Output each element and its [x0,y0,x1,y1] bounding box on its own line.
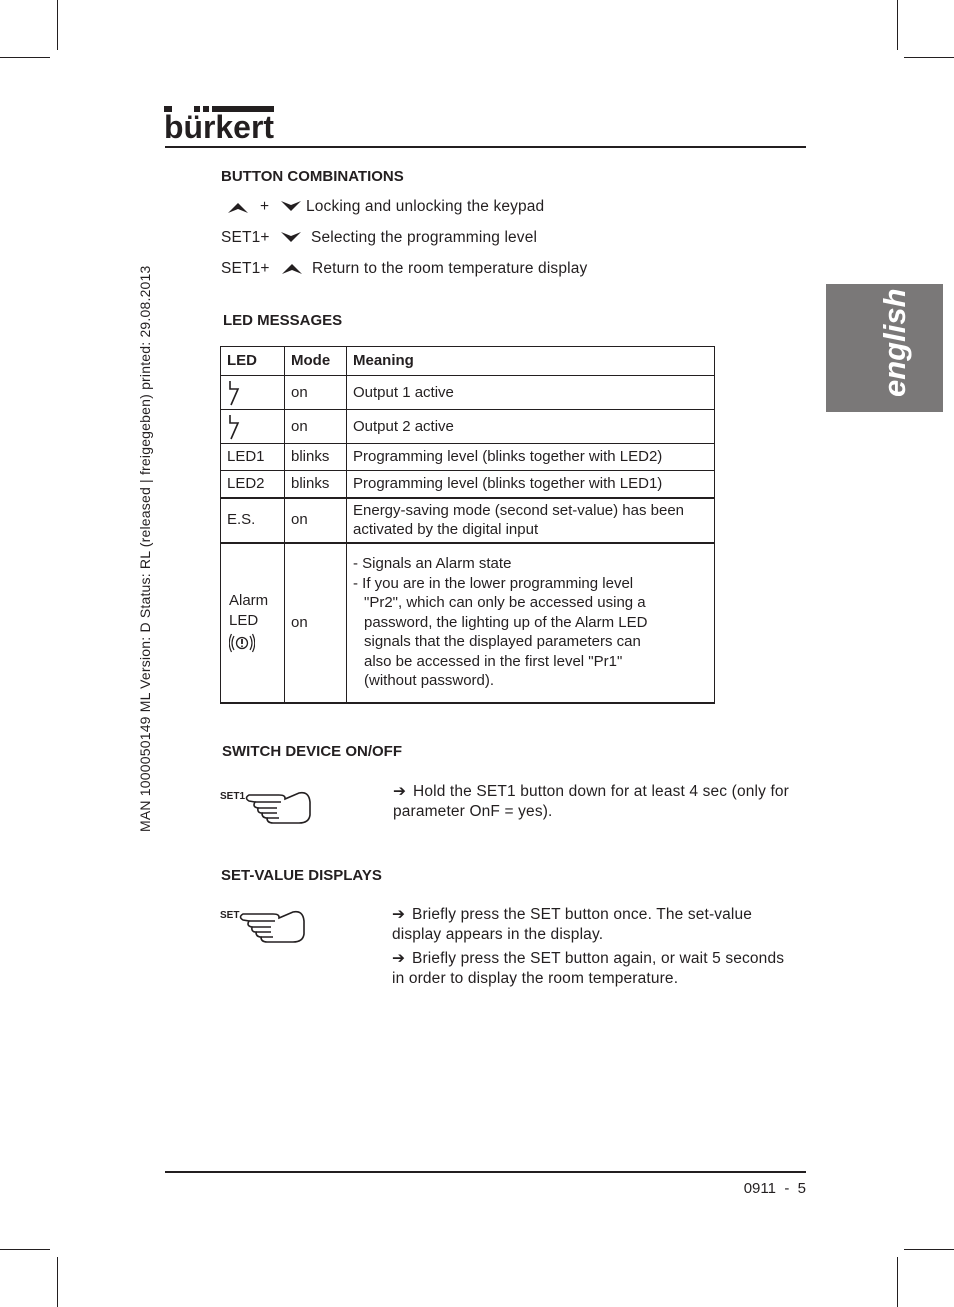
hand-press-icon [219,780,315,826]
svg-text:bürkert: bürkert [164,109,275,144]
meaning-cell [347,543,715,703]
led-cell: E.S. [221,498,285,543]
down-arrow-icon [280,231,302,244]
up-arrow-icon [281,262,303,275]
mode-cell: on [285,543,347,703]
meaning-line: "Pr2", which can only be accessed using a [364,594,646,612]
svg-text:SET: SET [220,910,240,921]
output-symbol-icon [227,380,241,406]
burkert-logo [164,104,276,144]
table-row [221,444,715,471]
arrow-right-icon: ➔ [392,906,406,923]
column-header: Meaning [347,347,715,376]
section-heading: SET-VALUE DISPLAYS [221,867,382,884]
led-messages-table [220,346,715,704]
alarm-icon [229,632,255,654]
crop-mark [0,57,50,58]
plus-sign: + [260,198,270,215]
arrow-right-icon: ➔ [393,783,407,800]
footer-separator: - [784,1180,790,1197]
meaning-line: - Signals an Alarm state [353,555,512,573]
arrow-right-icon: ➔ [392,950,406,967]
combination-prefix: SET1+ [221,260,270,277]
crop-mark [57,1257,58,1307]
mode-cell: blinks [285,471,347,498]
combination-text: Return to the room temperature display [312,260,588,277]
crop-mark [897,1257,898,1307]
meaning-line: also be accessed in the first level "Pr1" [364,652,623,670]
crop-mark [897,0,898,50]
language-tab-label: english [877,288,912,397]
section-heading: SWITCH DEVICE ON/OFF [222,743,402,760]
meaning-cell: Energy-saving mode (second set-value) has been activated by the digital input [347,498,715,543]
led-cell: LED2 [221,471,285,498]
instruction [393,782,793,821]
page-footer [744,1180,806,1197]
meaning-line: - If you are in the lower programming level [353,574,634,592]
column-header: LED [221,347,285,376]
led-cell [221,376,285,410]
table-row [221,471,715,498]
hand-press-icon [219,900,309,946]
crop-mark [0,1249,50,1250]
section-heading: LED MESSAGES [223,312,343,329]
table-row [221,376,715,410]
meaning-line: password, the lighting up of the Alarm LED [364,613,648,631]
combination-text: Selecting the programming level [311,229,538,246]
section-heading: BUTTON COMBINATIONS [221,168,404,185]
page-number: 5 [797,1180,806,1197]
meaning-line: signals that the displayed parameters can [364,633,641,651]
output-symbol-icon [227,414,241,440]
mode-cell: on [285,498,347,543]
down-arrow-icon [280,200,302,213]
table-header-row [221,347,715,376]
column-header: Mode [285,347,347,376]
svg-text:SET1: SET1 [220,791,246,802]
meaning-line: (without password). [364,672,495,690]
document-info: MAN 1000050149 ML Version: D Status: RL (released | freigegeben) printed: 29.08.2013 [137,265,153,832]
language-tab [826,284,943,412]
meaning-cell: Output 1 active [347,376,715,410]
led-cell [221,543,285,703]
meaning-cell: Programming level (blinks together with LED1) [347,471,715,498]
meaning-cell: Programming level (blinks together with LED2) [347,444,715,471]
header-rule [165,146,806,148]
combination-prefix: SET1+ [221,229,270,246]
instruction [392,949,792,988]
meaning-cell: Output 2 active [347,410,715,444]
crop-mark [57,0,58,50]
mode-cell: blinks [285,444,347,471]
instruction [392,905,792,944]
led-cell [221,410,285,444]
table-row [221,543,715,703]
instruction-text: Hold the SET1 button down for at least 4 sec (only for parameter OnF = yes). [393,783,789,820]
crop-mark [904,1249,954,1250]
crop-mark [904,57,954,58]
up-arrow-icon [227,201,249,214]
instruction-text: Briefly press the SET button again, or wait 5 seconds in order to display the room temperature. [392,950,785,987]
led-name: Alarm LED [229,592,269,629]
doc-code: 0911 [743,1180,776,1197]
footer-rule [165,1171,806,1173]
mode-cell: on [285,410,347,444]
led-cell: LED1 [221,444,285,471]
table-row [221,498,715,543]
instruction-text: Briefly press the SET button once. The set-value display appears in the display. [392,906,753,943]
table-row [221,410,715,444]
mode-cell: on [285,376,347,410]
combination-text: Locking and unlocking the keypad [306,198,545,215]
